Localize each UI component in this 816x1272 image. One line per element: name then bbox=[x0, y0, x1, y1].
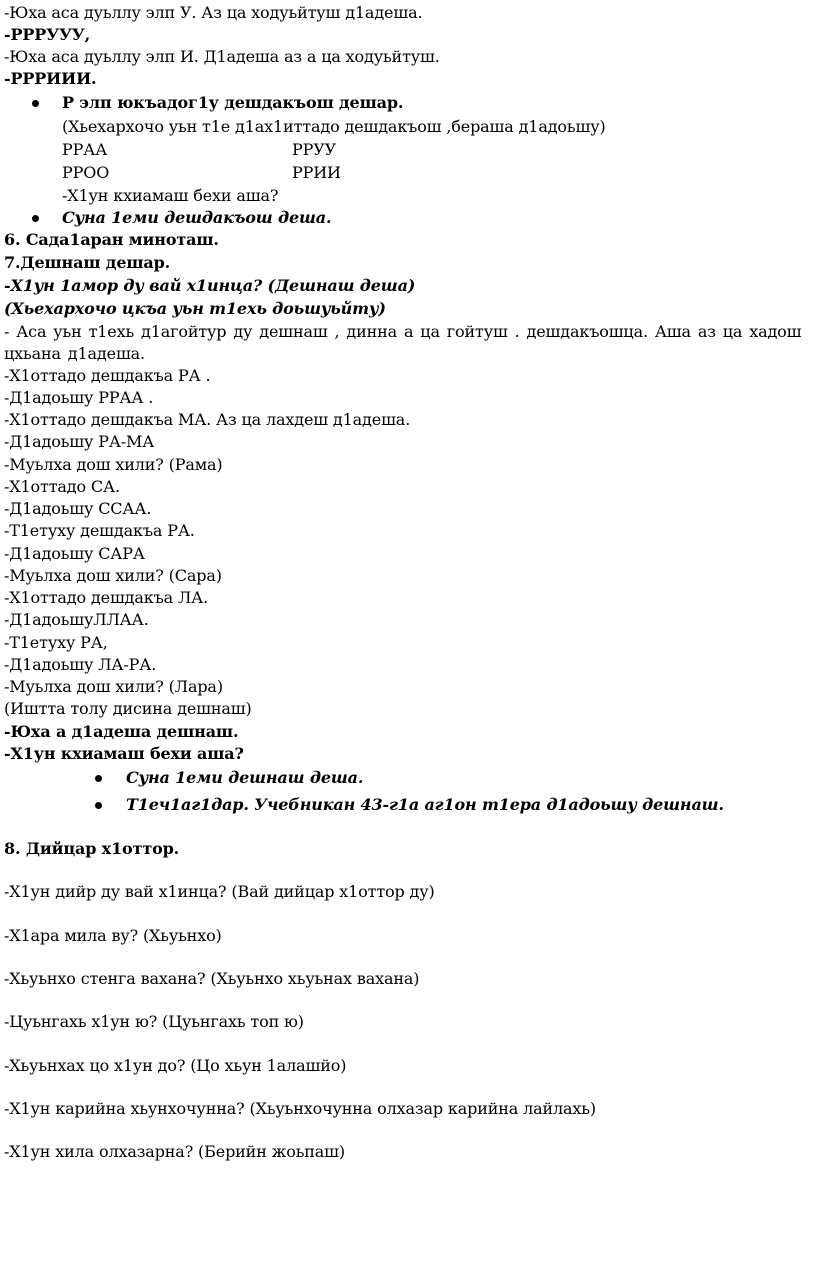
text-line: -Хьуьнхо стенга вахана? (Хьуьнхо хьуьнах вахана) bbox=[4, 969, 420, 988]
text-line: -Х1ун кхиамаш бехи аша? bbox=[4, 744, 244, 763]
syllable: РРУУ bbox=[292, 140, 337, 159]
text-line: -Цуьнгахь х1ун ю? (Цуьнгахь топ ю) bbox=[4, 1012, 304, 1031]
text-line: -Т1етуху РА, bbox=[4, 633, 108, 652]
list-item: Р элп юкъадог1у дешдакъош дешар. bbox=[62, 93, 404, 112]
text-line: -Муьлха дош хили? (Сара) bbox=[4, 566, 222, 585]
text-line: -Х1оттадо дешдакъа РА . bbox=[4, 366, 211, 385]
paragraph: - Аса уьн т1ехь д1агойтур ду дешнаш , динна а ца гойтуш . дешдакъошца. Аша аз ца хадош цхьана д1адеша. bbox=[4, 322, 802, 363]
text-line: -Хьуьнхах цо х1ун до? (Цо хьун 1алашйо) bbox=[4, 1056, 347, 1075]
text-line: -Х1ун 1амор ду вай х1инца? (Дешнаш деша) bbox=[4, 276, 416, 295]
syllable: РРОО bbox=[62, 163, 110, 182]
text-line: -Х1ара мила ву? (Хьуьнхо) bbox=[4, 926, 222, 945]
text-line: -Х1ун кхиамаш бехи аша? bbox=[62, 186, 279, 205]
text-line: -РРРИИИ. bbox=[4, 69, 97, 88]
text-line: -Д1адоьшуЛЛАА. bbox=[4, 610, 149, 629]
bullet-icon bbox=[95, 775, 102, 782]
bullet-icon bbox=[32, 215, 39, 222]
text-line: -Х1ун карийна хьунхочунна? (Хьуьнхочунна олхазар карийна лайлахь) bbox=[4, 1099, 596, 1118]
syllable: РРИИ bbox=[292, 163, 341, 182]
text-line: -Х1ун дийр ду вай х1инца? (Вай дийцар х1оттор ду) bbox=[4, 882, 435, 901]
text-line: -Юха аса дуьллу элп И. Д1адеша аз а ца ходуьйтуш. bbox=[4, 47, 440, 66]
text-line: -Юха а д1адеша дешнаш. bbox=[4, 722, 239, 741]
bullet-icon bbox=[32, 100, 39, 107]
list-item: Суна 1еми дешдакъош деша. bbox=[62, 208, 332, 227]
list-item: Т1еч1аг1дар. Учебникан 43-г1а аг1он т1ера д1адоьшу дешнаш. bbox=[126, 795, 724, 814]
text-line: -РРРУУУ, bbox=[4, 25, 91, 44]
text-line: (Хьехархочо уьн т1е д1ах1иттадо дешдакъош ,бераша д1адоьшу) bbox=[62, 117, 606, 136]
text-line: -Юха аса дуьллу элп У. Аз ца ходуьйтуш д1адеша. bbox=[4, 3, 423, 22]
text-line: (Иштта толу дисина дешнаш) bbox=[4, 699, 252, 718]
text-line: -Д1адоьшу ЛА-РА. bbox=[4, 655, 157, 674]
text-line: -Д1адоьшу РРАА . bbox=[4, 388, 154, 407]
syllable: РРАА bbox=[62, 140, 108, 159]
text-line: -Т1етуху дешдакъа РА. bbox=[4, 521, 195, 540]
section-heading: 8. Дийцар х1оттор. bbox=[4, 839, 180, 858]
text-line: -Д1адоьшу САРА bbox=[4, 544, 145, 563]
text-line: -Д1адоьшу ССАА. bbox=[4, 499, 152, 518]
text-line: -Д1адоьшу РА-МА bbox=[4, 432, 155, 451]
list-item: Суна 1еми дешнаш деша. bbox=[126, 768, 364, 787]
text-line bbox=[62, 139, 814, 161]
text-line: -Х1оттадо СА. bbox=[4, 477, 120, 496]
text-line: (Хьехархочо цкъа уьн т1ехь доьшуьйту) bbox=[4, 299, 386, 318]
text-line: -Муьлха дош хили? (Лара) bbox=[4, 677, 223, 696]
text-line: -Муьлха дош хили? (Рама) bbox=[4, 455, 223, 474]
text-line: -Х1ун хила олхазарна? (Берийн жоьпаш) bbox=[4, 1142, 345, 1161]
bullet-icon bbox=[95, 802, 102, 809]
section-heading: 6. Сада1аран миноташ. bbox=[4, 230, 219, 249]
text-line: -Х1оттадо дешдакъа ЛА. bbox=[4, 588, 209, 607]
text-line bbox=[62, 162, 814, 184]
section-heading: 7.Дешнаш дешар. bbox=[4, 253, 171, 272]
text-line: -Х1оттадо дешдакъа МА. Аз ца лахдеш д1адеша. bbox=[4, 410, 411, 429]
